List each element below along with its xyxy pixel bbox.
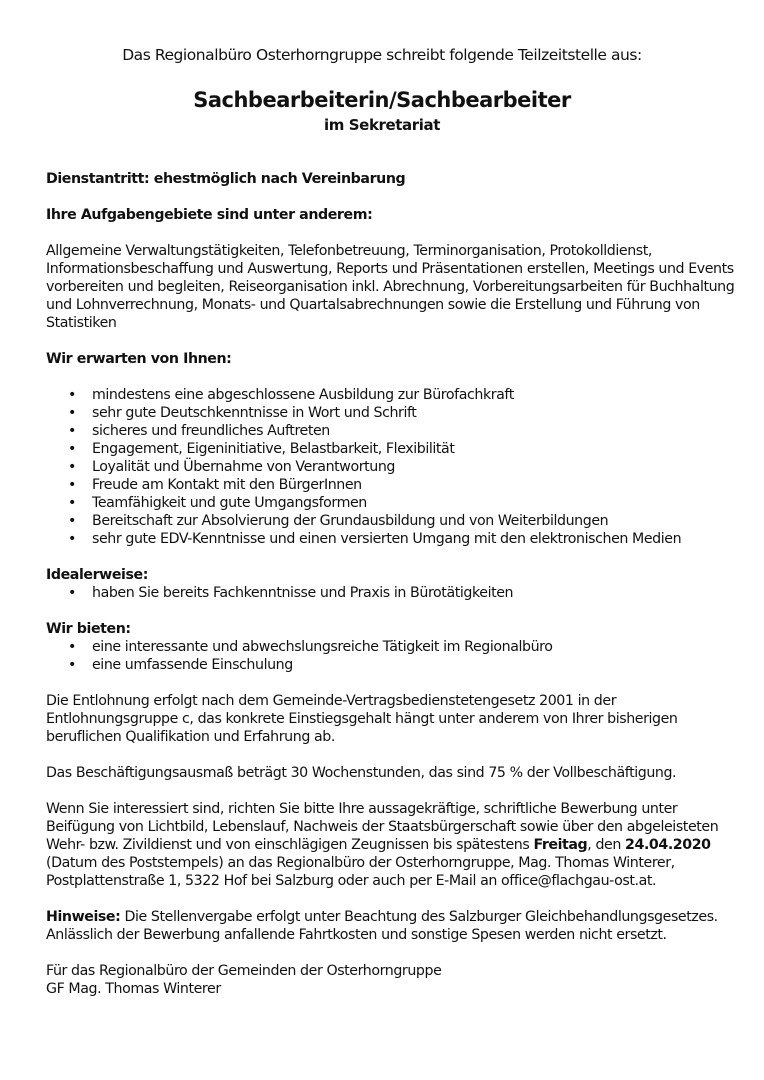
- start-value: ehestmöglich nach Vereinbarung: [153, 171, 406, 187]
- application-text: Wenn Sie interessiert sind, richten Sie bitte Ihre aussagekräftige, schriftliche Bewerbung unter Beifügung von Lichtbild, Lebenslauf, Nachweis der Staatsbürgerschaft sowie über den abgeleisteten Wehr- bzw. Zivildienst und von einschlägigen Zeugnissen bis spätestens Freitag, den 24.04.2020 (Datum des Poststempels) an das Regionalbüro der Osterhorngruppe, Mag. Thomas Winterer, Postplattenstraße 1, 5322 Hof bei Salzburg oder auch per E-Mail an office@flachgau-ost.at.: [46, 801, 719, 889]
- bullet-icon: •: [68, 441, 76, 457]
- list-item: • sehr gute Deutschkenntnisse in Wort und Schrift: [68, 405, 417, 421]
- list-item: • Teamfähigkeit und gute Umgangsformen: [68, 495, 367, 511]
- deadline-date: 24.04.2020: [625, 837, 711, 853]
- intro-line: Das Regionalbüro Osterhorngruppe schreibt folgende Teilzeitstelle aus:: [122, 46, 642, 64]
- expectations-list: [46, 386, 736, 548]
- list-item: • sehr gute EDV-Kenntnisse und einen versierten Umgang mit den elektronischen Medien: [68, 531, 682, 547]
- job-title: Sachbearbeiterin/Sachbearbeiter: [193, 88, 571, 112]
- list-item: • eine umfassende Einschulung: [68, 657, 293, 673]
- start-label: Dienstantritt:: [46, 171, 150, 187]
- list-item: • Bereitschaft zur Absolvierung der Grundausbildung und von Weiterbildungen: [68, 513, 609, 529]
- bullet-icon: •: [68, 387, 76, 403]
- bullet-icon: •: [68, 585, 76, 601]
- signature-line-2: GF Mag. Thomas Winterer: [46, 981, 221, 997]
- bullet-icon: •: [68, 459, 76, 475]
- ideally-heading: Idealerweise:: [46, 567, 148, 583]
- ideally-list: [46, 584, 736, 602]
- job-subtitle: im Sekretariat: [323, 116, 441, 134]
- list-item: • sicheres und freundliches Auftreten: [68, 423, 330, 439]
- list-item: • Freude am Kontakt mit den BürgerInnen: [68, 477, 362, 493]
- deadline-day: Freitag: [533, 837, 588, 853]
- bullet-icon: •: [68, 513, 76, 529]
- notes-text: Hinweise: Die Stellenvergabe erfolgt unter Beachtung des Salzburger Gleichbehandlungsgesetzes. Anlässlich der Bewerbung anfallende Fahrtkosten und sonstige Spesen werden nicht ersetzt.: [46, 909, 718, 943]
- bullet-icon: •: [68, 405, 76, 421]
- salary-text: Die Entlohnung erfolgt nach dem Gemeinde-Vertragsbedienstetengesetz 2001 in der Entlohnungsgruppe c, das konkrete Einstiegsgehalt hängt unter anderem von Ihrer bisherigen beruflichen Qualifikation und Erfahrung ab.: [46, 693, 678, 745]
- tasks-text: Allgemeine Verwaltungstätigkeiten, Telefonbetreuung, Terminorganisation, Protokolldienst, Informationsbeschaffung und Auswertung, Reports und Präsentationen erstellen, Meetings und Events vorbereiten und begleiten, Reiseorganisation inkl. Abrechnung, Vorbereitungsarbeiten für Buchhaltung und Lohnverrechnung, Monats- und Quartalsabrechnungen sowie die Erstellung und Führung von Statistiken: [46, 243, 735, 331]
- signature-line-1: Für das Regionalbüro der Gemeinden der Osterhorngruppe: [46, 963, 442, 979]
- document-body: [46, 170, 736, 998]
- offer-heading: Wir bieten:: [46, 621, 131, 637]
- list-item: • Loyalität und Übernahme von Verantwortung: [68, 459, 396, 475]
- hours-text: Das Beschäftigungsausmaß beträgt 30 Wochenstunden, das sind 75 % der Vollbeschäftigung.: [46, 765, 677, 781]
- bullet-icon: •: [68, 657, 76, 673]
- offer-list: [46, 638, 736, 674]
- bullet-icon: •: [68, 531, 76, 547]
- list-item: • eine interessante und abwechslungsreiche Tätigkeit im Regionalbüro: [68, 639, 553, 655]
- expectations-heading: Wir erwarten von Ihnen:: [46, 351, 232, 367]
- list-item: • Engagement, Eigeninitiative, Belastbarkeit, Flexibilität: [68, 441, 455, 457]
- start-date: [46, 170, 736, 188]
- bullet-icon: •: [68, 495, 76, 511]
- tasks-heading: Ihre Aufgabengebiete sind unter anderem:: [46, 207, 373, 223]
- bullet-icon: •: [68, 423, 76, 439]
- contact-email: office@flachgau-ost.at: [501, 873, 653, 889]
- list-item: • haben Sie bereits Fachkenntnisse und Praxis in Bürotätigkeiten: [68, 585, 514, 601]
- bullet-icon: •: [68, 639, 76, 655]
- notes-label: Hinweise:: [46, 909, 121, 925]
- list-item: • mindestens eine abgeschlossene Ausbildung zur Bürofachkraft: [68, 387, 514, 403]
- bullet-icon: •: [68, 477, 76, 493]
